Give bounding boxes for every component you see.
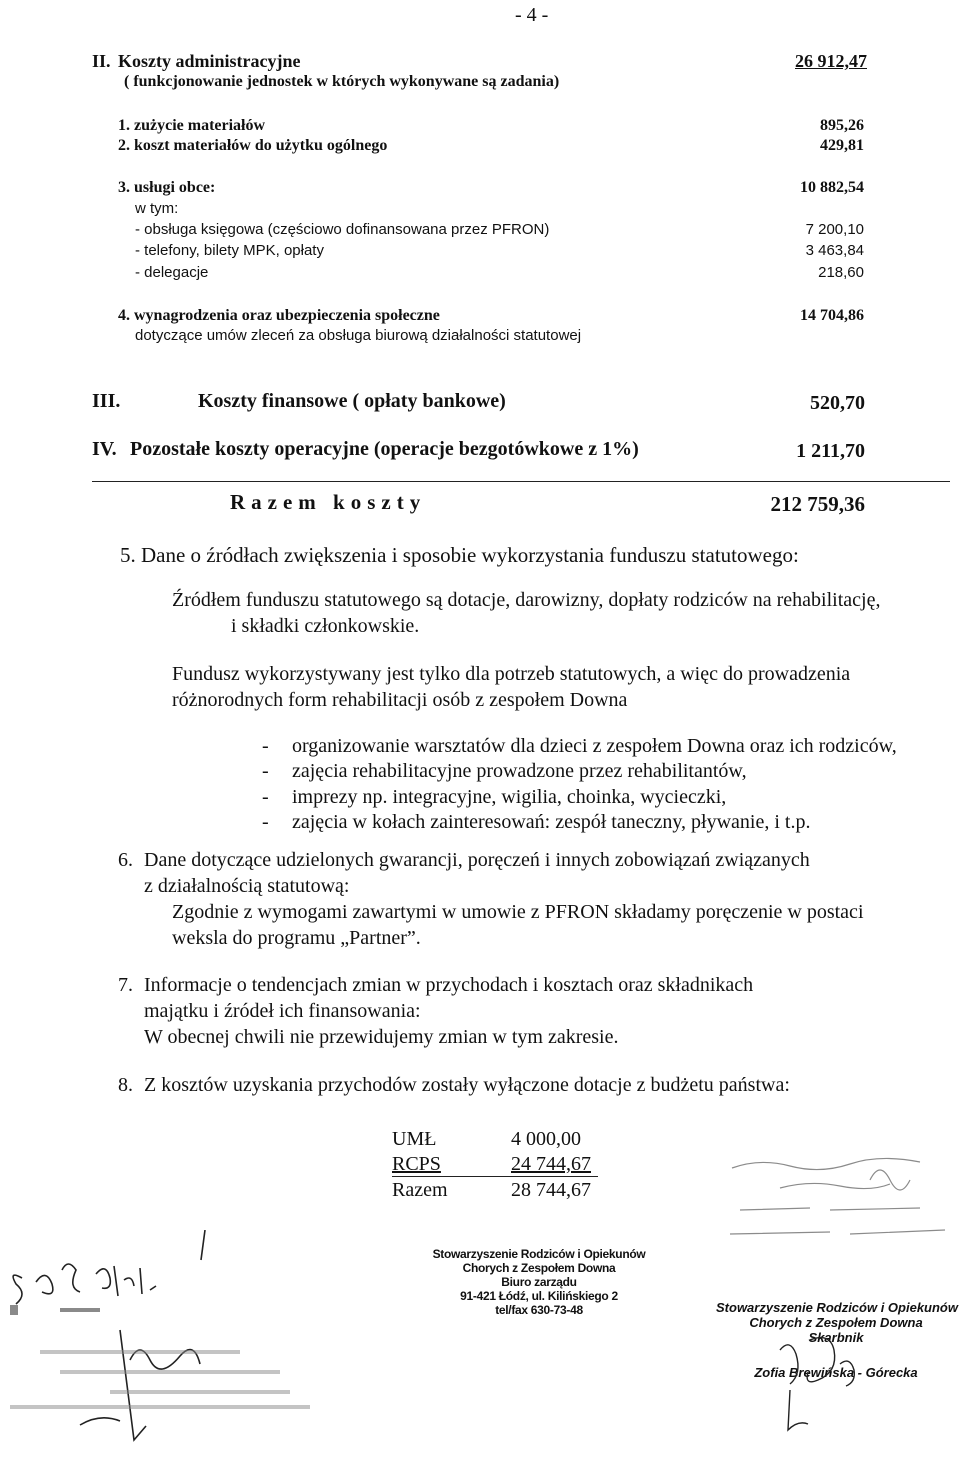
section-2-subtitle: ( funkcjonowanie jednostek w których wykonywane są zadania) [124, 73, 560, 90]
point-7-line2: majątku i źródeł ich finansowania: [144, 1000, 421, 1022]
office-stamp-line-2: Chorych z Zespołem Downa [462, 1261, 616, 1275]
bullet-4: zajęcia w kołach zainteresowań: zespół taneczny, pływanie, i t.p. [292, 811, 811, 833]
total-divider [92, 481, 950, 482]
section-3-title: Koszty finansowe ( opłaty bankowe) [198, 390, 506, 412]
sub-item-3-label: - delegacje [135, 264, 209, 281]
bullet-dash-3: - [262, 786, 269, 808]
point-5-p2-line2: różnorodnych form rehabilitacji osób z zespołem Downa [172, 689, 628, 711]
point-6-line3: Zgodnie z wymogami zawartymi w umowie z PFRON składamy poręczenie w postaci [172, 901, 864, 923]
point-5-p1-line1: Źródłem funduszu statutowego są dotacje, darowizny, dopłaty rodziców na rehabilitację, [172, 589, 881, 611]
section-3-value: 520,70 [810, 392, 865, 414]
point-8-line1: Z kosztów uzyskania przychodów zostały wyłączone dotacje z budżetu państwa: [144, 1074, 790, 1096]
office-stamp-line-1: Stowarzyszenie Rodziców i Opiekunów [432, 1247, 646, 1261]
bullet-dash-2: - [262, 760, 269, 782]
signature-right [760, 1330, 920, 1450]
section-3-numeral: III. [92, 390, 121, 412]
item-3-value: 10 882,54 [800, 179, 864, 196]
point-6-line2: z działalnością statutową: [144, 875, 350, 897]
treasurer-stamp-line-2: Chorych z Zespołem Downa [749, 1315, 923, 1330]
treasurer-stamp-line-3: Skarbnik [808, 1330, 864, 1345]
grant-row-1-label: UMŁ [392, 1128, 437, 1150]
grant-row-1-value: 4 000,00 [511, 1128, 581, 1150]
sub-item-3-value: 218,60 [818, 264, 864, 281]
point-8-number: 8. [118, 1074, 133, 1096]
office-stamp-line-3: Biuro zarządu [501, 1275, 577, 1289]
item-4-label: 4. wynagrodzenia oraz ubezpieczenia społeczne [118, 307, 440, 324]
bullet-1: organizowanie warsztatów dla dzieci z zespołem Downa oraz ich rodziców, [292, 735, 897, 757]
sub-item-2-label: - telefony, bilety MPK, opłaty [135, 242, 324, 259]
wtym-label: w tym: [135, 200, 179, 217]
point-5-heading: 5. Dane o źródłach zwiększenia i sposobie wykorzystania funduszu statutowego: [120, 543, 799, 567]
section-4-numeral: IV. [92, 438, 117, 460]
item-4-description: dotyczące umów zleceń za obsługa biurową działalności statutowej [135, 327, 582, 344]
faded-stamp-top-right [720, 1150, 955, 1250]
office-stamp-line-5: tel/fax 630-73-48 [495, 1303, 583, 1317]
sub-item-1-value: 7 200,10 [805, 221, 864, 238]
bullet-dash-1: - [262, 735, 269, 757]
point-5-p1-line2: i składki członkowskie. [231, 615, 420, 637]
total-value: 212 759,36 [770, 492, 865, 516]
item-2-value: 429,81 [820, 137, 864, 154]
sub-item-1-label: - obsługa księgowa (częściowo dofinansowana przez PFRON) [135, 221, 550, 238]
grant-row-3-label: Razem [392, 1179, 448, 1201]
item-3-label: 3. usługi obce: [118, 179, 216, 196]
treasurer-stamp-line-1: Stowarzyszenie Rodziców i Opiekunów [716, 1300, 958, 1315]
bullet-3: imprezy np. integracyjne, wigilia, choinka, wycieczki, [292, 786, 727, 808]
section-4-title: Pozostałe koszty operacyjne (operacje bezgotówkowe z 1%) [130, 438, 639, 460]
grant-row-2-value: 24 744,67 [511, 1153, 591, 1175]
sub-item-2-value: 3 463,84 [805, 242, 864, 259]
section-2-numeral: II. [92, 51, 111, 71]
item-1-label: 1. zużycie materiałów [118, 117, 266, 134]
point-6-line4: weksla do programu „Partner”. [172, 927, 421, 949]
bullet-2: zajęcia rehabilitacyjne prowadzone przez rehabilitantów, [292, 760, 747, 782]
grant-underline [392, 1176, 598, 1177]
signature-left [0, 1230, 360, 1475]
point-7-line1: Informacje o tendencjach zmian w przychodach i kosztach oraz składnikach [144, 974, 754, 996]
office-stamp-line-4: 91-421 Łódź, ul. Kilińskiego 2 [460, 1289, 618, 1303]
bullet-dash-4: - [262, 811, 269, 833]
point-6-line1: Dane dotyczące udzielonych gwarancji, poręczeń i innych zobowiązań związanych [144, 849, 810, 871]
section-2-title: Koszty administracyjne [118, 51, 301, 71]
page-number: - 4 - [515, 4, 549, 26]
point-6-number: 6. [118, 849, 133, 871]
point-7-line3: W obecnej chwili nie przewidujemy zmian w tym zakresie. [144, 1026, 619, 1048]
point-5-p2-line1: Fundusz wykorzystywany jest tylko dla potrzeb statutowych, a więc do prowadzenia [172, 663, 851, 685]
item-2-label: 2. koszt materiałów do użytku ogólnego [118, 137, 388, 154]
grant-row-2-label: RCPS [392, 1153, 441, 1175]
point-7-number: 7. [118, 974, 133, 996]
item-4-value: 14 704,86 [800, 307, 864, 324]
section-2-total: 26 912,47 [795, 51, 867, 71]
office-stamp [424, 1247, 654, 1317]
section-4-value: 1 211,70 [796, 440, 865, 462]
item-1-value: 895,26 [820, 117, 864, 134]
grant-row-3-value: 28 744,67 [511, 1179, 591, 1201]
total-label: Razem koszty [230, 490, 427, 514]
treasurer-stamp-line-4: Zofia Brewińska - Górecka [754, 1365, 918, 1380]
